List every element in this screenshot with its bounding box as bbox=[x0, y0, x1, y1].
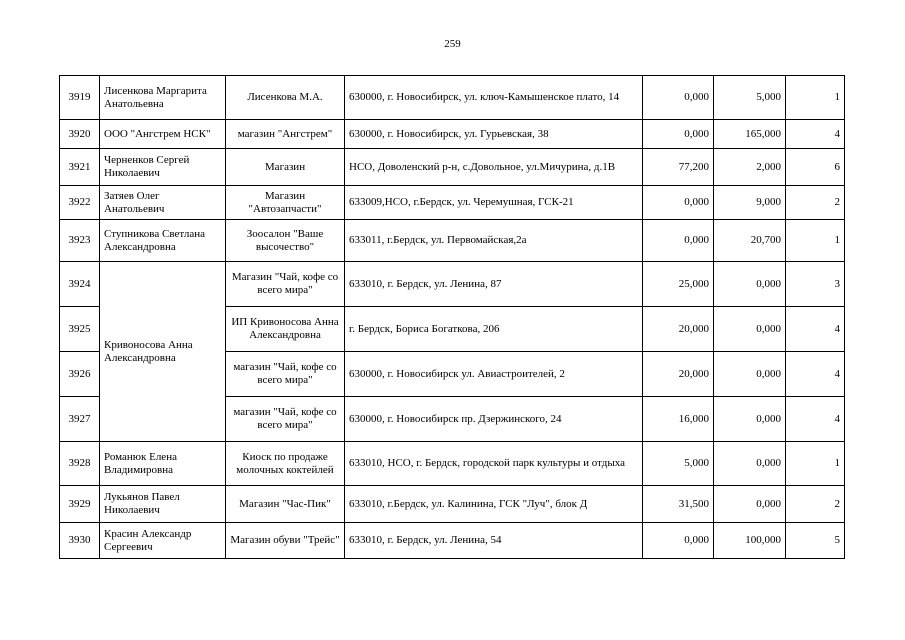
shop-name: Лисенкова М.А. bbox=[226, 76, 345, 120]
shop-name: Магазин bbox=[226, 149, 345, 186]
value-2: 0,000 bbox=[714, 397, 786, 442]
address: 633010, г.Бердск, ул. Калинина, ГСК "Луч", блок Д bbox=[345, 486, 643, 523]
row-number: 3926 bbox=[60, 352, 100, 397]
owner-name: Затяев Олег Анатольевич bbox=[100, 186, 226, 220]
count: 3 bbox=[786, 262, 845, 307]
value-2: 5,000 bbox=[714, 76, 786, 120]
shop-name: Магазин обуви "Трейс" bbox=[226, 523, 345, 559]
address: 630000, г. Новосибирск ул. Авиастроителей, 2 bbox=[345, 352, 643, 397]
value-1: 77,200 bbox=[643, 149, 714, 186]
table-row bbox=[60, 120, 845, 149]
count: 1 bbox=[786, 76, 845, 120]
address: 630000, г. Новосибирск, ул. ключ-Камышенское плато, 14 bbox=[345, 76, 643, 120]
page-number: 259 bbox=[444, 38, 461, 50]
shop-name: Магазин "Автозапчасти" bbox=[226, 186, 345, 220]
owner-name: Красин Александр Сергеевич bbox=[100, 523, 226, 559]
count: 6 bbox=[786, 149, 845, 186]
value-1: 25,000 bbox=[643, 262, 714, 307]
count: 4 bbox=[786, 120, 845, 149]
table-row bbox=[60, 149, 845, 186]
row-number: 3930 bbox=[60, 523, 100, 559]
table-row bbox=[60, 76, 845, 120]
count: 4 bbox=[786, 352, 845, 397]
count: 2 bbox=[786, 186, 845, 220]
registry-table bbox=[59, 75, 845, 559]
row-number: 3925 bbox=[60, 307, 100, 352]
owner-name: Романюк Елена Владимировна bbox=[100, 442, 226, 486]
table-row bbox=[60, 262, 845, 307]
value-2: 2,000 bbox=[714, 149, 786, 186]
address: 633010, НСО, г. Бердск, городской парк культуры и отдыха bbox=[345, 442, 643, 486]
value-1: 0,000 bbox=[643, 76, 714, 120]
count: 1 bbox=[786, 442, 845, 486]
address: 633010, г. Бердск, ул. Ленина, 54 bbox=[345, 523, 643, 559]
row-number: 3919 bbox=[60, 76, 100, 120]
count: 2 bbox=[786, 486, 845, 523]
value-2: 0,000 bbox=[714, 442, 786, 486]
shop-name: магазин "Ангстрем" bbox=[226, 120, 345, 149]
shop-name: Магазин "Час-Пик" bbox=[226, 486, 345, 523]
address: 633009,НСО, г.Бердск, ул. Черемушная, ГСК-21 bbox=[345, 186, 643, 220]
owner-name: Лукьянов Павел Николаевич bbox=[100, 486, 226, 523]
value-1: 31,500 bbox=[643, 486, 714, 523]
shop-name: Магазин "Чай, кофе со всего мира" bbox=[226, 262, 345, 307]
shop-name: магазин "Чай, кофе со всего мира" bbox=[226, 352, 345, 397]
value-2: 100,000 bbox=[714, 523, 786, 559]
owner-name: ООО "Ангстрем НСК" bbox=[100, 120, 226, 149]
table-row bbox=[60, 442, 845, 486]
value-2: 0,000 bbox=[714, 307, 786, 352]
row-number: 3924 bbox=[60, 262, 100, 307]
address: НСО, Доволенский р-н, с.Довольное, ул.Мичурина, д.1В bbox=[345, 149, 643, 186]
count: 4 bbox=[786, 397, 845, 442]
value-1: 0,000 bbox=[643, 523, 714, 559]
value-2: 9,000 bbox=[714, 186, 786, 220]
value-1: 0,000 bbox=[643, 186, 714, 220]
value-1: 0,000 bbox=[643, 120, 714, 149]
shop-name: Зоосалон "Ваше высочество" bbox=[226, 220, 345, 262]
row-number: 3921 bbox=[60, 149, 100, 186]
value-1: 0,000 bbox=[643, 220, 714, 262]
owner-name: Лисенкова Маргарита Анатольевна bbox=[100, 76, 226, 120]
address: 630000, г. Новосибирск пр. Дзержинского, 24 bbox=[345, 397, 643, 442]
value-2: 0,000 bbox=[714, 262, 786, 307]
shop-name: ИП Кривоносова Анна Александровна bbox=[226, 307, 345, 352]
row-number: 3923 bbox=[60, 220, 100, 262]
row-number: 3927 bbox=[60, 397, 100, 442]
row-number: 3922 bbox=[60, 186, 100, 220]
table-row bbox=[60, 486, 845, 523]
count: 4 bbox=[786, 307, 845, 352]
row-number: 3920 bbox=[60, 120, 100, 149]
address: 630000, г. Новосибирск, ул. Гурьевская, 38 bbox=[345, 120, 643, 149]
table-row bbox=[60, 220, 845, 262]
value-2: 20,700 bbox=[714, 220, 786, 262]
shop-name: Киоск по продаже молочных коктейлей bbox=[226, 442, 345, 486]
count: 1 bbox=[786, 220, 845, 262]
value-1: 16,000 bbox=[643, 397, 714, 442]
value-2: 0,000 bbox=[714, 352, 786, 397]
shop-name: магазин "Чай, кофе со всего мира" bbox=[226, 397, 345, 442]
value-1: 5,000 bbox=[643, 442, 714, 486]
address: 633010, г. Бердск, ул. Ленина, 87 bbox=[345, 262, 643, 307]
owner-name: Ступникова Светлана Александровна bbox=[100, 220, 226, 262]
row-number: 3929 bbox=[60, 486, 100, 523]
owner-name: Черненков Сергей Николаевич bbox=[100, 149, 226, 186]
value-2: 0,000 bbox=[714, 486, 786, 523]
table-row bbox=[60, 186, 845, 220]
table-row bbox=[60, 523, 845, 559]
count: 5 bbox=[786, 523, 845, 559]
row-number: 3928 bbox=[60, 442, 100, 486]
owner-name: Кривоносова Анна Александровна bbox=[100, 262, 226, 442]
value-1: 20,000 bbox=[643, 352, 714, 397]
address: 633011, г.Бердск, ул. Первомайская,2а bbox=[345, 220, 643, 262]
address: г. Бердск, Бориса Богаткова, 206 bbox=[345, 307, 643, 352]
value-1: 20,000 bbox=[643, 307, 714, 352]
value-2: 165,000 bbox=[714, 120, 786, 149]
